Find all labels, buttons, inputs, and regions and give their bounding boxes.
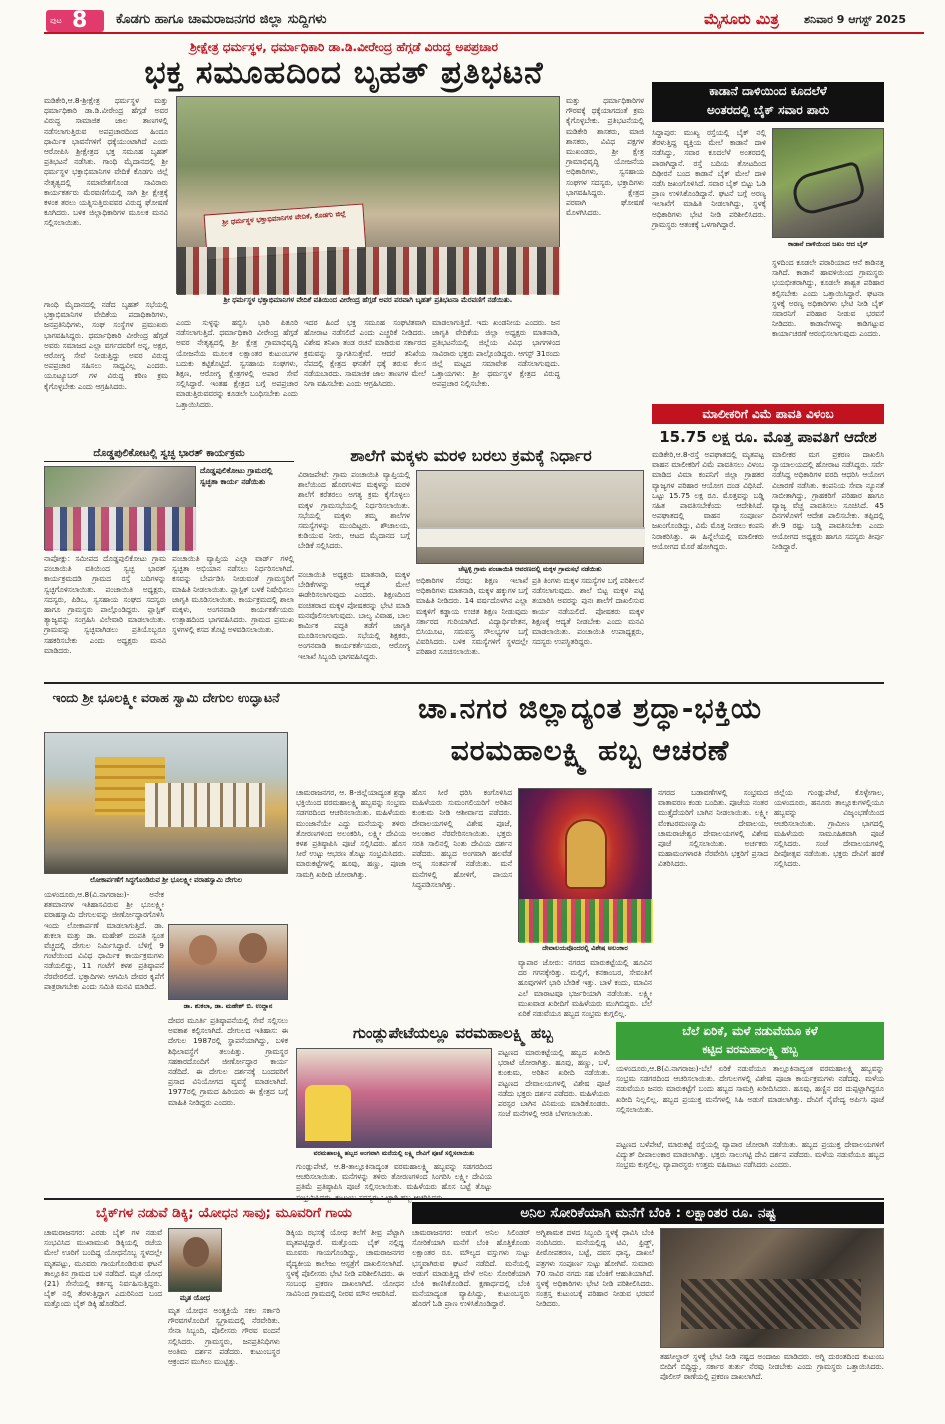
accident-story: [44, 1202, 404, 1412]
donors-photo: [168, 924, 288, 1000]
swachh-headline-bar: [44, 446, 294, 462]
price-headline-box: [616, 1022, 884, 1060]
donors-caption: ಡಾ. ಶುಕಲಾ, ಡಾ. ಮಹೇಶ್ ಬಿ. ಉದ್ದಾನ: [183, 1002, 273, 1010]
temple-hall: [145, 783, 265, 827]
accident-headline: ಬೈಕ್‌ಗಳ ನಡುವೆ ಡಿಕ್ಕಿ; ಯೋಧನ ಸಾವು; ಮೂವರಿಗೆ ಗಾಯ: [96, 1205, 352, 1221]
swachh-photo: [44, 466, 196, 550]
elephant-headline-1: ಕಾಡಾನೆ ದಾಳಿಯಿಂದ ಕೂದಲೆಳೆ: [709, 84, 827, 98]
insurance-col-2: ಮಾಲೀಕರ ಮಗ ಪ್ರಕರಣ ದಾಖಲಿಸಿ ನ್ಯಾಯಾಲಯದಲ್ಲಿ ಹೋರಾಟ ನಡೆಸಿದ್ದರು. ಸರ್ವೆ ನಡೆಸಿದ್ದ ಅಧಿಕಾರಿಗಳ ವರದಿ ಆಧರಿಸಿ ಆಯೋಗ ವಿಚಾರಣೆ ನಡೆಸಿತು. ಕಂಪನಿಯ ಸೇವಾ ನ್ಯೂನತೆ ಸಾಬೀತಾಗಿದ್ದು, ಗ್ರಾಹಕರಿಗೆ ಪರಿಹಾರ ಹಾಗೂ ವ್ಯಾಜ್ಯ ವೆಚ್ಚ ಪಾವತಿಸಲು ಸೂಚಿಸಿದೆ. 45 ದಿನಗಳೊಳಗೆ ಆದೇಶ ಪಾಲಿಸಬೇಕು. ತಪ್ಪಿದಲ್ಲಿ ಶೇ.9 ರಷ್ಟು ಬಡ್ಡಿ ಪಾವತಿಸಬೇಕು ಎಂದು ಆಯೋಗದ ಅಧ್ಯಕ್ಷರು ಹಾಗೂ ಸದಸ್ಯರು ತೀರ್ಪು ನೀಡಿದ್ದಾರೆ.: [772, 450, 884, 551]
vml-headline-1: ಚಾ.ನಗರ ಜಿಲ್ಲಾದ್ಯಂತ ಶ್ರದ್ಧಾ-ಭಕ್ತಿಯ: [417, 692, 763, 725]
vml-col-2: ಹೊಸ ಸೀರೆ ಧರಿಸಿ ಕಂಗೊಳಿಸಿದ ಮಹಿಳೆಯರು ಸುಮಂಗಲಿಯರಿಗೆ ಅರಿಶಿನ ಕುಂಕುಮ ನೀಡಿ ಆಶೀರ್ವಾದ ಪಡೆದರು. ದೇವಾಲಯಗಳಲ್ಲಿ ವಿಶೇಷ ಪೂಜೆ, ಅಲಂಕಾರ ನೆರವೇರಿಸಲಾಯಿತು. ಭಕ್ತರು ಸರತಿ ಸಾಲಿನಲ್ಲಿ ನಿಂತು ದೇವಿಯ ದರ್ಶನ ಪಡೆದರು. ಹಬ್ಬದ ಅಂಗವಾಗಿ ಹಲವೆಡೆ ಅನ್ನ ಸಂತರ್ಪಣೆ ನಡೆಯಿತು. ಮನೆ ಮನೆಗಳಲ್ಲಿ ಹೋಳಿಗೆ, ಪಾಯಸ ಸಿದ್ಧಪಡಿಸಲಾಗಿತ್ತು.: [412, 788, 512, 889]
elephant-photo-caption: ಕಾಡಾನೆ ದಾಳಿಯಿಂದ ಜಖಂ ಆದ ಬೈಕ್: [788, 240, 868, 248]
bike-wreck-shape: [789, 161, 867, 218]
gas-col-3: ತಹಸೀಲ್ದಾರ್ ಸ್ಥಳಕ್ಕೆ ಭೇಟಿ ನೀಡಿ ನಷ್ಟದ ಅಂದಾಜು ಮಾಡಿದರು. ಅಗ್ನಿ ದುರಂತದಿಂದ ಕುಟುಂಬ ಬೀದಿಗೆ ಬಿದ್ದಿದ್ದು, ಸರ್ಕಾರ ತುರ್ತು ನೆರವು ನೀಡಬೇಕು ಎಂದು ಗ್ರಾಮಸ್ಥರು ಒತ್ತಾಯಿಸಿದರು. ಪೊಲೀಸ್ ಠಾಣೆಯಲ್ಲಿ ಪ್ರಕರಣ ದಾಖಲಾಗಿದೆ.: [660, 1352, 884, 1382]
price-headline-2: ಕಟ್ಟಿದ ವರಮಹಾಲಕ್ಷ್ಮಿ ಹಬ್ಬ: [702, 1043, 798, 1056]
insurance-col-1: ಮಡಿಕೇರಿ,ಆ.8-ರಸ್ತೆ ಅಪಘಾತದಲ್ಲಿ ಮೃತಪಟ್ಟ ವಾಹನ ಮಾಲೀಕರಿಗೆ ವಿಮೆ ಪಾವತಿಸಲು ವಿಳಂಬ ಮಾಡಿದ ವಿಮಾ ಕಂಪನಿಗೆ ಜಿಲ್ಲಾ ಗ್ರಾಹಕರ ವ್ಯಾಜ್ಯಗಳ ಪರಿಹಾರ ಆಯೋಗ ದಂಡ ವಿಧಿಸಿದೆ. ಒಟ್ಟು 15.75 ಲಕ್ಷ ರೂ. ಮೊತ್ತವನ್ನು ಬಡ್ಡಿ ಸಹಿತ ಪಾವತಿಸಬೇಕೆಂದು ಆದೇಶಿಸಿದೆ. ಅಪಘಾತದಲ್ಲಿ ವಾಹನ ಸಂಪೂರ್ಣ ಜಖಂಗೊಂಡಿದ್ದು, ವಿಮೆ ಮೊತ್ತ ನೀಡಲು ಕಂಪನಿ ನಿರಾಕರಿಸಿತ್ತು. ಈ ಹಿನ್ನೆಲೆಯಲ್ಲಿ ಮಾಲೀಕರು ಆಯೋಗದ ಮೊರೆ ಹೋಗಿದ್ದರು.: [652, 450, 764, 551]
lead-story: [44, 38, 644, 444]
insurance-headline-bar: [652, 404, 884, 424]
flower-garland: [519, 899, 653, 943]
gas-col-2: ಅಗ್ನಿಶಾಮಕ ದಳದ ಸಿಬ್ಬಂದಿ ಸ್ಥಳಕ್ಕೆ ಧಾವಿಸಿ ಬೆಂಕಿ ನಂದಿಸಿದರು. ಮನೆಯಲ್ಲಿದ್ದ ಟಿವಿ, ಫ್ರಿಡ್ಜ್, ಪೀಠೋಪಕರಣ, ಬಟ್ಟೆ, ದವಸ ಧಾನ್ಯ, ದಾಖಲೆ ಪತ್ರಗಳು ಸಂಪೂರ್ಣ ಸುಟ್ಟು ಹೋಗಿವೆ. ಸುಮಾರು 70 ಸಾವಿರ ನಗದು ಸಹ ಬೆಂಕಿಗೆ ಆಹುತಿಯಾಗಿದೆ. ಸ್ಥಳಕ್ಕೆ ಅಧಿಕಾರಿಗಳು ಭೇಟಿ ನೀಡಿ ಪರಿಶೀಲಿಸಿದರು. ಸಂತ್ರಸ್ತ ಕುಟುಂಬಕ್ಕೆ ಪರಿಹಾರ ನೀಡುವ ಭರವಸೆ ನೀಡಿದರು.: [536, 1228, 654, 1309]
temple-photo-caption: ಲೋಕಾರ್ಪಣೆಗೆ ಸಿದ್ಧಗೊಂಡಿರುವ ಶ್ರೀ ಭೂಲಕ್ಷ್ಮೀ ವರಾಹಸ್ವಾಮಿ ದೇಗುಲ: [89, 876, 243, 884]
gundlupet-caption: ವರಮಹಾಲಕ್ಷ್ಮಿ ಹಬ್ಬದ ಅಂಗವಾಗಿ ಮನೆಯಲ್ಲಿ ಲಕ್ಷ್ಮಿ ದೇವಿಗೆ ಪೂಜೆ ಸಲ್ಲಿಸಲಾಯಿತು: [313, 1150, 475, 1157]
donor-face-1: [189, 935, 217, 965]
elephant-col-1: ಸಿದ್ದಾಪುರ: ಮುಖ್ಯ ರಸ್ತೆಯಲ್ಲಿ ಬೈಕ್ ನಲ್ಲಿ ತೆರಳುತ್ತಿದ್ದ ವ್ಯಕ್ತಿಯ ಮೇಲೆ ಕಾಡಾನೆ ದಾಳಿ ನಡೆಸಿದ್ದು, ಸವಾರ ಕೂದಲೆಳೆ ಅಂತರದಲ್ಲಿ ಪಾರಾಗಿದ್ದಾನೆ. ರಸ್ತೆ ಬದಿಯ ತೋಟದಿಂದ ದಿಢೀರನೆ ಬಂದ ಕಾಡಾನೆ ಬೈಕ್ ಮೇಲೆ ದಾಳಿ ನಡೆಸಿ ಜಖಂಗೊಳಿಸಿದೆ. ಸವಾರ ಬೈಕ್ ಬಿಟ್ಟು ಓಡಿ ಪ್ರಾಣ ಉಳಿಸಿಕೊಂಡಿದ್ದಾನೆ. ಘಟನೆ ಬಗ್ಗೆ ಅರಣ್ಯ ಇಲಾಖೆಗೆ ಮಾಹಿತಿ ನೀಡಲಾಗಿದ್ದು, ಸ್ಥಳಕ್ಕೆ ಅಧಿಕಾರಿಗಳು ಭೇಟಿ ನೀಡಿ ಪರಿಶೀಲಿಸಿದರು. ಗ್ರಾಮಸ್ಥರು ಆತಂಕಕ್ಕೆ ಒಳಗಾಗಿದ್ದಾರೆ.: [652, 128, 766, 229]
wrecked-bike-photo: [772, 128, 884, 238]
swachh-caption: ದೊಡ್ಡಪುಲಿಕೋಟು ಗ್ರಾಮದಲ್ಲಿ ಸ್ವಚ್ಛತಾ ಕಾರ್ಯ ನಡೆಯಿತು: [200, 466, 273, 486]
lead-col-2: ಗಾಂಧಿ ಮೈದಾನದಲ್ಲಿ ನಡೆದ ಬೃಹತ್ ಸಭೆಯಲ್ಲಿ ಭಕ್ತಾಭಿಮಾನಿಗಳ ವೇದಿಕೆಯ ಪದಾಧಿಕಾರಿಗಳು, ಜನಪ್ರತಿನಿಧಿಗಳು, ಸಂಘ ಸಂಸ್ಥೆಗಳ ಪ್ರಮುಖರು ಭಾಗವಹಿಸಿದ್ದರು. ಧರ್ಮಾಧಿಕಾರಿ ವೀರೇಂದ್ರ ಹೆಗ್ಗಡೆ ಅವರು ಸಮಾಜದ ಎಲ್ಲಾ ವರ್ಗದವರಿಗೆ ಅನ್ನ, ಅಕ್ಷರ, ಆರೋಗ್ಯ ಸೇವೆ ನೀಡುತ್ತಿದ್ದು ಅವರ ವಿರುದ್ಧ ಅಪಪ್ರಚಾರ ಸಹಿಸಲು ಸಾಧ್ಯವಿಲ್ಲ ಎಂದರು. ಯೂಟ್ಯೂಬರ್ ಗಳ ವಿರುದ್ಧ ಕಠಿಣ ಕ್ರಮ ಕೈಗೊಳ್ಳಬೇಕು ಎಂದು ಆಗ್ರಹಿಸಿದರು.: [44, 300, 168, 391]
gundlupet-col-2: ಪಟ್ಟಣದ ಮಾರುಕಟ್ಟೆಯಲ್ಲಿ ಹಬ್ಬದ ಖರೀದಿ ಭರಾಟೆ ಜೋರಾಗಿತ್ತು. ಹೂವು, ಹಣ್ಣು, ಬಳೆ, ಕುಂಕುಮ, ಅರಿಶಿನ ಖರೀದಿ ನಡೆಯಿತು. ಪಟ್ಟಣದ ದೇವಾಲಯಗಳಲ್ಲಿ ವಿಶೇಷ ಪೂಜೆ ನಡೆದು ಭಕ್ತರು ದರ್ಶನ ಪಡೆದರು. ಮಹಿಳೆಯರು ಪರಸ್ಪರ ಬಾಗಿನ ವಿನಿಮಯ ಮಾಡಿಕೊಂಡರು. ಸಂಜೆ ಮನೆಗಳಲ್ಲಿ ಆರತಿ ಬೆಳಗಲಾಯಿತು.: [498, 1048, 610, 1119]
school-col-2: ಪಂಚಾಯಿತಿ ಅಧ್ಯಕ್ಷರು ಮಾತನಾಡಿ, ಮಕ್ಕಳ ಬೇಡಿಕೆಗಳನ್ನು ಆದ್ಯತೆ ಮೇಲೆ ಈಡೇರಿಸಲಾಗುವುದು ಎಂದರು. ಶಿಕ್ಷಣದಿಂದ ವಂಚಿತರಾದ ಮಕ್ಕಳ ಪೋಷಕರನ್ನು ಭೇಟಿ ಮಾಡಿ ಮನವೊಲಿಸಲಾಗುವುದು. ಬಾಲ್ಯ ವಿವಾಹ, ಬಾಲ ಕಾರ್ಮಿಕ ಪದ್ಧತಿ ತಡೆಗೆ ಜಾಗೃತಿ ಮೂಡಿಸಲಾಗುವುದು. ಸಭೆಯಲ್ಲಿ ಶಿಕ್ಷಕರು, ಅಂಗನವಾಡಿ ಕಾರ್ಯಕರ್ತೆಯರು, ಆರೋಗ್ಯ ಇಲಾಖೆ ಸಿಬ್ಬಂದಿ ಭಾಗವಹಿಸಿದ್ದರು.: [298, 570, 410, 661]
burnt-house-photo: [660, 1228, 884, 1348]
divider-bottom: [44, 1198, 884, 1200]
insurance-headline: ಮಾಲೀಕರಿಗೆ ವಿಮೆ ಪಾವತಿ ವಿಳಂಬ: [702, 407, 834, 421]
price-headline-1: ಬೆಲೆ ಏರಿಕೆ, ಮಳೆ ನಡುವೆಯೂ ಕಳೆ: [682, 1024, 818, 1038]
vml-col-4: ನಗರದ ಬಡಾವಣೆಗಳಲ್ಲಿ ಸಂಭ್ರಮದ ವಾತಾವರಣ ಕಂಡು ಬಂದಿತು. ಪೂಜೆಯ ನಂತರ ಮುತ್ತೈದೆಯರಿಗೆ ಬಾಗಿನ ನೀಡಲಾಯಿತು. ಲಕ್ಷ್ಮೀ ವೆಂಕಟರಮಣಸ್ವಾಮಿ ದೇವಾಲಯ, ಚಾಮರಾಜೇಶ್ವರ ದೇವಾಲಯಗಳಲ್ಲಿ ವಿಶೇಷ ಪೂಜೆ ಸಲ್ಲಿಸಲಾಯಿತು. ಅರ್ಚಕರು ಮಹಾಮಂಗಳಾರತಿ ನೆರವೇರಿಸಿ ಭಕ್ತರಿಗೆ ಪ್ರಸಾದ ವಿತರಿಸಿದರು.: [658, 788, 768, 869]
lead-kicker: ಶ್ರೀಕ್ಷೇತ್ರ ಧರ್ಮಸ್ಥಳ, ಧರ್ಮಾಧಿಕಾರಿ ಡಾ.ಡಿ.ವೀರೇಂದ್ರ ಹೆಗ್ಗಡೆ ವಿರುದ್ಧ ಅಪಪ್ರಚಾರ: [189, 40, 499, 54]
swachh-headline: ದೊಡ್ಡಪುಲಿಕೋಟಲ್ಲಿ ಸ್ವಚ್ಛ ಭಾರತ್ ಕಾರ್ಯಕ್ರಮ: [93, 448, 245, 459]
lead-photo: [176, 96, 560, 294]
varamahalakshmi-story: [296, 688, 884, 1020]
temple-story: [44, 688, 288, 1194]
goddess-idol: [565, 819, 607, 889]
vml-col-5: ಜಿಲ್ಲೆಯ ಗುಂಡ್ಲುಪೇಟೆ, ಕೊಳ್ಳೇಗಾಲ, ಯಳಂದೂರು, ಹನೂರು ತಾಲ್ಲೂಕುಗಳಲ್ಲಿಯೂ ಹಬ್ಬವನ್ನು ವಿಜೃಂಭಣೆಯಿಂದ ಆಚರಿಸಲಾಯಿತು. ಗ್ರಾಮೀಣ ಭಾಗದಲ್ಲಿ ಮಹಿಳೆಯರು ಸಾಮೂಹಿಕವಾಗಿ ಪೂಜೆ ಸಲ್ಲಿಸಿದರು. ಸಂಜೆ ದೇವಾಲಯಗಳಲ್ಲಿ ದೀಪೋತ್ಸವ ನಡೆಯಿತು. ಭಕ್ತರು ದೇವಿಗೆ ಹರಕೆ ಸಲ್ಲಿಸಿದರು.: [774, 788, 884, 869]
goddess-photo: [518, 788, 652, 942]
meeting-table: [417, 527, 645, 547]
school-headline: ಶಾಲೆಗೆ ಮಕ್ಕಳು ಮರಳಿ ಬರಲು ಕ್ರಮಕ್ಕೆ ನಿರ್ಧಾರ: [350, 446, 592, 465]
page-number: 8: [72, 8, 88, 33]
lead-col-3: ಎಂದು ಸುಳ್ಳನ್ನು ಹಬ್ಬಿಸಿ ಭಾರಿ ಪಿತೂರಿ ನಡೆಸಲಾಗುತ್ತಿದೆ. ಧರ್ಮಾಧಿಕಾರಿ ವೀರೇಂದ್ರ ಹೆಗ್ಗಡೆ ಅವರ ನೇತೃತ್ವದಲ್ಲಿ ಶ್ರೀ ಕ್ಷೇತ್ರ ಗ್ರಾಮಾಭಿವೃದ್ಧಿ ಯೋಜನೆಯ ಮೂಲಕ ಲಕ್ಷಾಂತರ ಕುಟುಂಬಗಳ ಬದುಕು ಕಟ್ಟಿಕೊಟ್ಟಿದೆ. ಸ್ವಸಹಾಯ ಸಂಘಗಳು, ಶಿಕ್ಷಣ, ಆರೋಗ್ಯ ಕ್ಷೇತ್ರಗಳಲ್ಲಿ ಅಪಾರ ಸೇವೆ ಸಲ್ಲಿಸಿದ್ದಾರೆ. ಇಂತಹ ಕ್ಷೇತ್ರದ ಬಗ್ಗೆ ಅಪಪ್ರಚಾರ ಮಾಡುತ್ತಿರುವವರನ್ನು ಕೂಡಲೇ ಬಂಧಿಸಬೇಕು ಎಂದು ಒತ್ತಾಯಿಸಿದರು.: [176, 318, 298, 409]
lead-photo-caption: ಶ್ರೀ ಧರ್ಮಸ್ಥಳ ಭಕ್ತಾಭಿಮಾನಿಗಳ ವೇದಿಕೆ ವತಿಯಿಂದ ವೀರೇಂದ್ರ ಹೆಗ್ಗಡೆ ಅವರ ಪರವಾಗಿ ಬೃಹತ್ ಪ್ರತಿಭಟನಾ ಮೆರವಣಿಗೆ ನಡೆಯಿತು.: [223, 296, 513, 304]
price-col-2: ಪಟ್ಟಣದ ಬಳೆಪೇಟೆ, ಮಾರುಕಟ್ಟೆ ರಸ್ತೆಯಲ್ಲಿ ವ್ಯಾಪಾರ ಜೋರಾಗಿ ನಡೆಯಿತು. ಹಬ್ಬದ ಪ್ರಯುಕ್ತ ದೇವಾಲಯಗಳಿಗೆ ವಿದ್ಯುತ್ ದೀಪಾಲಂಕಾರ ಮಾಡಲಾಗಿತ್ತು. ಭಕ್ತರು ಸಾಲುಗಟ್ಟಿ ದೇವಿ ದರ್ಶನ ಪಡೆದರು. ಮಳೆಯ ನಡುವೆಯೂ ಹಬ್ಬದ ಸಂಭ್ರಮ ಕುಗ್ಗಲಿಲ್ಲ. ವ್ಯಾಪಾರಸ್ಥರು ಉತ್ತಮ ವಹಿವಾಟು ನಡೆಸಿದರು ಎಂದರು.: [616, 1140, 884, 1170]
accident-col-3: ಮೃತ ಯೋಧನ ಅಂತ್ಯಕ್ರಿಯೆ ಸಕಲ ಸರ್ಕಾರಿ ಗೌರವಗಳೊಂದಿಗೆ ಸ್ವಗ್ರಾಮದಲ್ಲಿ ನೆರವೇರಿತು. ಸೇನಾ ಸಿಬ್ಬಂದಿ, ಪೊಲೀಸರು ಗೌರವ ವಂದನೆ ಸಲ್ಲಿಸಿದರು. ಗ್ರಾಮಸ್ಥರು, ಜನಪ್ರತಿನಿಧಿಗಳು ಅಂತಿಮ ದರ್ಶನ ಪಡೆದರು. ಕುಟುಂಬಸ್ಥರ ಆಕ್ರಂದನ ಮುಗಿಲು ಮುಟ್ಟಿತ್ತು.: [168, 1306, 280, 1367]
insurance-subhead: 15.75 ಲಕ್ಷ ರೂ. ಮೊತ್ತ ಪಾವತಿಗೆ ಆದೇಶ: [659, 428, 877, 446]
soldier-face: [183, 1237, 209, 1267]
school-col-4: ಪ್ರತಿ ತಿಂಗಳು ಮಕ್ಕಳ ಸಮಸ್ಯೆಗಳ ಬಗ್ಗೆ ಪರಿಶೀಲನೆ ನಡೆಸಲಾಗುವುದು. ಶಾಲೆ ಬಿಟ್ಟ ಮಕ್ಕಳ ಪಟ್ಟಿ ತಯಾರಿಸಿ ಅವರನ್ನು ಪುನಃ ಶಾಲೆಗೆ ದಾಖಲಿಸುವ ಕಾರ್ಯ ನಡೆಯಲಿದೆ. ಪೋಷಕರು ಮಕ್ಕಳ ಶಿಕ್ಷಣಕ್ಕೆ ಆದ್ಯತೆ ನೀಡಬೇಕು ಎಂದು ಮನವಿ ಮಾಡಲಾಯಿತು. ಪಂಚಾಯಿತಿ ಉಪಾಧ್ಯಕ್ಷರು, ಸದಸ್ಯರು ಉಪಸ್ಥಿತರಿದ್ದರು.: [532, 576, 644, 647]
donor-face-2: [239, 933, 267, 963]
lead-col-4: ಇದರ ಹಿಂದೆ ಭಕ್ತ ಸಮೂಹ ಸಂಘಟಿತವಾಗಿ ಹೋರಾಟ ನಡೆಸಲಿದೆ ಎಂದು ಎಚ್ಚರಿಕೆ ನೀಡಿದರು. ವಿಶೇಷ ತನಿಖಾ ತಂಡ ರಚನೆ ಮಾಡಿರುವ ಸರ್ಕಾರದ ಕ್ರಮವನ್ನು ಸ್ವಾಗತಿಸುತ್ತೇವೆ. ಆದರೆ ತನಿಖೆಯ ನೆಪದಲ್ಲಿ ಕ್ಷೇತ್ರದ ಘನತೆಗೆ ಧಕ್ಕೆ ತರುವ ಕೆಲಸ ನಡೆಯಬಾರದು. ಸಾಮಾಜಿಕ ಜಾಲ ತಾಣಗಳ ಮೇಲೆ ನಿಗಾ ವಹಿಸಬೇಕು ಎಂದು ಆಗ್ರಹಿಸಿದರು.: [304, 318, 426, 389]
goddess-caption: ದೇವಾಲಯವೊಂದರಲ್ಲಿ ವಿಶೇಷ ಅಲಂಕಾರ: [542, 944, 628, 952]
school-photo-caption: ಚೆಟ್ಟಳ್ಳಿ ಗ್ರಾಮ ಪಂಚಾಯಿತಿ ಆವರಣದಲ್ಲಿ ಮಕ್ಕಳ ಗ್ರಾಮಸಭೆ ನಡೆಯಿತು: [458, 565, 602, 573]
insurance-story: [652, 404, 884, 680]
school-story: [298, 446, 644, 678]
elephant-story: [652, 82, 884, 402]
masthead: [44, 8, 924, 34]
debris: [681, 1279, 861, 1329]
school-col-3: ಅಧಿಕಾರಿಗಳ ನೆರವು: ಶಿಕ್ಷಣ ಇಲಾಖೆ ಅಧಿಕಾರಿಗಳು ಮಾತನಾಡಿ, ಮಕ್ಕಳ ಹಕ್ಕುಗಳ ಬಗ್ಗೆ ಮಾಹಿತಿ ನೀಡಿದರು. 14 ವರ್ಷದೊಳಗಿನ ಎಲ್ಲಾ ಮಕ್ಕಳಿಗೆ ಕಡ್ಡಾಯ ಉಚಿತ ಶಿಕ್ಷಣ ನೀಡುವುದು ಸರ್ಕಾರದ ಗುರಿಯಾಗಿದೆ. ವಿದ್ಯಾರ್ಥಿವೇತನ, ಬಿಸಿಯೂಟ, ಸಮವಸ್ತ್ರ ಸೌಲಭ್ಯಗಳ ಬಗ್ಗೆ ವಿವರಿಸಿದರು. ಬಳಿಕ ಸಮಸ್ಯೆಗಳಿಗೆ ಸ್ಥಳದಲ್ಲೇ ಪರಿಹಾರ ಸೂಚಿಸಲಾಯಿತು.: [416, 576, 528, 657]
gundlupet-photo: [296, 1048, 492, 1148]
elephant-col-2: ಸ್ಥಳದಿಂದ ಕೂಡಲೇ ಪರಾರಿಯಾದ ಆನೆ ಕಾಡಿನತ್ತ ಸಾಗಿದೆ. ಕಾಡಾನೆ ಹಾವಳಿಯಿಂದ ಗ್ರಾಮಸ್ಥರು ಭಯಭೀತರಾಗಿದ್ದು, ಕೂಡಲೇ ಶಾಶ್ವತ ಪರಿಹಾರ ಕಲ್ಪಿಸಬೇಕು ಎಂದು ಒತ್ತಾಯಿಸಿದ್ದಾರೆ. ಘಟನಾ ಸ್ಥಳಕ್ಕೆ ಅರಣ್ಯ ಅಧಿಕಾರಿಗಳು ಭೇಟಿ ನೀಡಿ ಬೈಕ್ ಸವಾರನಿಗೆ ಪರಿಹಾರ ನೀಡುವ ಭರವಸೆ ನೀಡಿದರು. ಕಾಡಾನೆಗಳನ್ನು ಕಾಡಿಗಟ್ಟುವ ಕಾರ್ಯಾಚರಣೆ ಆರಂಭಿಸಲಾಗುವುದು ಎಂದರು.: [772, 258, 884, 339]
paper-name: ಮೈಸೂರು ಮಿತ್ರ: [704, 10, 779, 28]
lead-col-5: ಮಾಡಲಾಗುತ್ತಿದೆ. ಇದು ಖಂಡನೀಯ ಎಂದರು. ಜನ ಜಾಗೃತಿ ವೇದಿಕೆಯ ಜಿಲ್ಲಾ ಅಧ್ಯಕ್ಷರು ಮಾತನಾಡಿ, ಪ್ರತಿಭಟನೆಯಲ್ಲಿ ಜಿಲ್ಲೆಯ ವಿವಿಧ ಭಾಗಗಳಿಂದ ಸಾವಿರಾರು ಭಕ್ತರು ಪಾಲ್ಗೊಂಡಿದ್ದರು. ಆಗಸ್ಟ್ 31ರಂದು ಜಿಲ್ಲೆ ಮಟ್ಟದ ಸಮಾವೇಶ ನಡೆಸಲಾಗುವುದು. ಒತ್ತಾಯಗಳು: ಶ್ರೀ ಧರ್ಮಸ್ಥಳ ಕ್ಷೇತ್ರದ ವಿರುದ್ಧ ಅಪಪ್ರಚಾರ ನಿಲ್ಲಿಸಬೇಕು.: [432, 318, 560, 389]
gundlupet-col-1: ಗುಂಡ್ಲುಪೇಟೆ, ಆ.8-ತಾಲ್ಲೂಕಿನಾದ್ಯಂತ ವರಮಹಾಲಕ್ಷ್ಮಿ ಹಬ್ಬವನ್ನು ಸಡಗರದಿಂದ ಆಚರಿಸಲಾಯಿತು. ಮನೆಗಳನ್ನು ತಳಿರು ತೋರಣಗಳಿಂದ ಸಿಂಗರಿಸಿ ಲಕ್ಷ್ಮೀ ದೇವಿಯ ಪ್ರತಿಮೆ ಪ್ರತಿಷ್ಠಾಪಿಸಿ ಪೂಜೆ ಸಲ್ಲಿಸಲಾಯಿತು. ಮಹಿಳೆಯರು ಹೊಸ ಬಟ್ಟೆ ತೊಟ್ಟು: [296, 1162, 492, 1192]
school-photo: [416, 470, 644, 564]
gundlupet-story: [296, 1022, 610, 1194]
temple-photo: [44, 732, 288, 874]
price-story: [616, 1022, 884, 1194]
page-number-badge: [46, 10, 104, 32]
temple-headline: ಇಂದು ಶ್ರೀ ಭೂಲಕ್ಷ್ಮೀ ವರಾಹ ಸ್ವಾಮಿ ದೇಗುಲ ಉದ್ಘಾಟನೆ: [52, 690, 280, 705]
page-label: ಪುಟ: [50, 16, 62, 25]
vml-col-3: ವ್ಯಾಪಾರ ಜೋರು: ನಗರದ ಮಾರುಕಟ್ಟೆಯಲ್ಲಿ ಹೂವಿನ ದರ ಗಗನಕ್ಕೇರಿತ್ತು. ಮಲ್ಲಿಗೆ, ಕನಕಾಂಬರ, ಸೇವಂತಿಗೆ ಹೂವುಗಳಿಗೆ ಭಾರಿ ಬೇಡಿಕೆ ಇತ್ತು. ಬಾಳೆ ಕಂದು, ಮಾವಿನ ಎಲೆ ಮಾರಾಟವೂ ಭರ್ಜರಿಯಾಗಿ ನಡೆಯಿತು. ಲಕ್ಷ್ಮೀ ಮುಖವಾಡ ಖರೀದಿಗೆ ಮಹಿಳೆಯರು ಮುಗಿಬಿದ್ದರು. ಬೆಲೆ ಏರಿಕೆ ನಡುವೆಯೂ ಹಬ್ಬದ ಸಂಭ್ರಮ ಕುಗ್ಗಲಿಲ್ಲ.: [518, 958, 652, 1019]
issue-date: ಶನಿವಾರ 9 ಆಗಸ್ಟ್ 2025: [804, 13, 907, 26]
elephant-headline-2: ಅಂತರದಲ್ಲಿ ಬೈಕ್ ಸವಾರ ಪಾರು: [706, 103, 830, 117]
vml-col-1: ಚಾಮರಾಜನಗರ, ಆ. 8-ಜಿಲ್ಲೆಯಾದ್ಯಂತ ಶ್ರದ್ಧಾ ಭಕ್ತಿಯಿಂದ ವರಮಹಾಲಕ್ಷ್ಮಿ ಹಬ್ಬವನ್ನು ಸಂಭ್ರಮ ಸಡಗರದಿಂದ ಆಚರಿಸಲಾಯಿತು. ಮಹಿಳೆಯರು ಮುಂಜಾನೆಯೇ ಎದ್ದು ಮನೆಯನ್ನು ತಳಿರು ತೋರಣಗಳಿಂದ ಅಲಂಕರಿಸಿ, ಲಕ್ಷ್ಮೀ ದೇವಿಯ ಕಳಶ ಪ್ರತಿಷ್ಠಾಪಿಸಿ ಪೂಜೆ ಸಲ್ಲಿಸಿದರು. ಹೊಸ ಸೀರೆ ಉಟ್ಟು ಆಭರಣ ತೊಟ್ಟು ಸಂಭ್ರಮಿಸಿದರು. ಮಾರುಕಟ್ಟೆಗಳಲ್ಲಿ ಹೂವು, ಹಣ್ಣು, ಪೂಜಾ ಸಾಮಗ್ರಿ ಖರೀದಿ ಜೋರಾಗಿತ್ತು.: [296, 788, 406, 879]
crowd: [177, 247, 561, 295]
temple-col-2: ದೇವರ ಮೂರ್ತಿ ಪ್ರತಿಷ್ಠಾಪನೆಯಲ್ಲಿ ಸೇವೆ ಸಲ್ಲಿಸಲು ಅವಕಾಶ ಕಲ್ಪಿಸಲಾಗಿದೆ. ದೇಗುಲದ ಇತಿಹಾಸ: ಈ ದೇಗುಲ 1987ರಲ್ಲಿ ಸ್ಥಾಪನೆಯಾಗಿದ್ದು, ಬಳಿಕ ಶಿಥಿಲಾವಸ್ಥೆಗೆ ತಲುಪಿತ್ತು. ಗ್ರಾಮಸ್ಥರ ಸಹಕಾರದೊಂದಿಗೆ ಜೀರ್ಣೋದ್ಧಾರ ಕಾರ್ಯ ನಡೆದಿದೆ. ಈ ದೇಗುಲ ದರ್ಶನಕ್ಕೆ ಬಂದವರಿಗೆ ಪ್ರಸಾದ ವಿನಿಯೋಗದ ವ್ಯವಸ್ಥೆ ಮಾಡಲಾಗಿದೆ. 1977ರಲ್ಲಿ ಗ್ರಾಮದ ಹಿರಿಯರು ಈ ಕ್ಷೇತ್ರದ ಬಗ್ಗೆ ಮಾಹಿತಿ ನೀಡಿದ್ದರು ಎಂದರು.: [168, 1016, 288, 1107]
gas-headline: ಅನಿಲ ಸೋರಿಕೆಯಾಗಿ ಮನೆಗೆ ಬೆಂಕಿ : ಲಕ್ಷಾಂತರ ರೂ. ನಷ್ಟ: [520, 1205, 776, 1221]
school-col-1: ವಿರಾಜಪೇಟೆ: ಗ್ರಾಮ ಪಂಚಾಯಿತಿ ವ್ಯಾಪ್ತಿಯಲ್ಲಿ ಶಾಲೆಯಿಂದ ಹೊರಗುಳಿದ ಮಕ್ಕಳನ್ನು ಮರಳಿ ಶಾಲೆಗೆ ಕರೆತರಲು ಅಗತ್ಯ ಕ್ರಮ ಕೈಗೊಳ್ಳಲು ಮಕ್ಕಳ ಗ್ರಾಮಸಭೆಯಲ್ಲಿ ನಿರ್ಧರಿಸಲಾಯಿತು. ಸಭೆಯಲ್ಲಿ ಮಕ್ಕಳು ತಮ್ಮ ಶಾಲೆಗಳ ಸಮಸ್ಯೆಗಳನ್ನು ಮುಂದಿಟ್ಟರು. ಶೌಚಾಲಯ, ಕುಡಿಯುವ ನೀರು, ಆಟದ ಮೈದಾನದ ಬಗ್ಗೆ ಬೇಡಿಕೆ ಸಲ್ಲಿಸಿದರು.: [298, 470, 410, 551]
swachh-story: [44, 446, 294, 678]
gundlupet-headline: ಗುಂಡ್ಲುಪೇಟೆಯಲ್ಲೂ ವರಮಹಾಲಕ್ಷ್ಮಿ ಹಬ್ಬ: [353, 1024, 553, 1042]
banner-text: ಶ್ರೀ ಧರ್ಮಸ್ಥಳ ಭಕ್ತಾಭಿಮಾನಿಗಳ ವೇದಿಕೆ, ಕೊಡಗು ಜಿಲ್ಲೆ: [221, 209, 347, 227]
vml-headline-2: ವರಮಹಾಲಕ್ಷ್ಮಿ ಹಬ್ಬ ಆಚರಣೆ: [450, 734, 730, 767]
lead-col-1: ಮಡಿಕೇರಿ,ಆ.8-ಶ್ರೀಕ್ಷೇತ್ರ ಧರ್ಮಸ್ಥಳ ಮತ್ತು ಧರ್ಮಾಧಿಕಾರಿ ಡಾ.ಡಿ.ವೀರೇಂದ್ರ ಹೆಗ್ಗಡೆ ಅವರ ವಿರುದ್ಧ ಸಾಮಾಜಿಕ ಜಾಲ ತಾಣಗಳಲ್ಲಿ ನಡೆಸಲಾಗುತ್ತಿರುವ ಅಪಪ್ರಚಾರದಿಂದ ಹಿಂದೂ ಧಾರ್ಮಿಕ ಭಾವನೆಗಳಿಗೆ ಧಕ್ಕೆಯುಂಟಾಗಿದೆ ಎಂದು ಆರೋಪಿಸಿ ಶ್ರೀಕ್ಷೇತ್ರದ ಭಕ್ತ ಸಮೂಹ ಬೃಹತ್ ಪ್ರತಿಭಟನೆ ನಡೆಸಿತು. ಗಾಂಧಿ ಮೈದಾನದಲ್ಲಿ ಶ್ರೀ ಧರ್ಮಸ್ಥಳ ಭಕ್ತಾಭಿಮಾನಿಗಳ ವೇದಿಕೆ ಕೊಡಗು ಜಿಲ್ಲೆ ನೇತೃತ್ವದಲ್ಲಿ ಸಮಾವೇಶಗೊಂಡ ಸಾವಿರಾರು ಕಾರ್ಯಕರ್ತರು ಮೆರವಣಿಗೆಯಲ್ಲಿ ಸಾಗಿ ಶ್ರೀ ಕ್ಷೇತ್ರಕ್ಕೆ ಕಳಂಕ ತರಲು ಯತ್ನಿಸುತ್ತಿರುವವರ ವಿರುದ್ಧ ಘೋಷಣೆ ಕೂಗಿದರು. ಬಳಿಕ ಜಿಲ್ಲಾಧಿಕಾರಿಗಳ ಮೂಲಕ ಮನವಿ ಸಲ್ಲಿಸಲಾಯಿತು.: [44, 96, 168, 228]
soldier-caption: ಮೃತ ಯೋಧ: [179, 1294, 211, 1302]
accident-col-1: ಚಾಮರಾಜನಗರ: ಎರಡು ಬೈಕ್ ಗಳ ನಡುವೆ ಸಂಭವಿಸಿದ ಮುಖಾಮುಖಿ ಡಿಕ್ಕಿಯಲ್ಲಿ ರಜೆಯ ಮೇಲೆ ಊರಿಗೆ ಬಂದಿದ್ದ ಯೋಧನೊಬ್ಬ ಸ್ಥಳದಲ್ಲೇ ಮೃತಪಟ್ಟು, ಮೂವರು ಗಾಯಗೊಂಡಿರುವ ಘಟನೆ ತಾಲ್ಲೂಕಿನ ಗ್ರಾಮದ ಬಳಿ ನಡೆದಿದೆ. ಮೃತ ಯೋಧ (21) ಸೇನೆಯಲ್ಲಿ ಕರ್ತವ್ಯ ನಿರ್ವಹಿಸುತ್ತಿದ್ದರು. ಬೈಕ್ ನಲ್ಲಿ ತೆರಳುತ್ತಿದ್ದಾಗ ಎದುರಿನಿಂದ ಬಂದ ಮತ್ತೊಂದು ಬೈಕ್ ಡಿಕ್ಕಿ ಹೊಡೆದಿದೆ.: [44, 1228, 162, 1309]
gas-col-1: ಚಾಮರಾಜನಗರ: ಅಡುಗೆ ಅನಿಲ ಸಿಲಿಂಡರ್ ಸೋರಿಕೆಯಾಗಿ ಮನೆಗೆ ಬೆಂಕಿ ಹೊತ್ತಿಕೊಂಡು ಲಕ್ಷಾಂತರ ರೂ. ಮೌಲ್ಯದ ವಸ್ತುಗಳು ಸುಟ್ಟು ಭಸ್ಮವಾಗಿರುವ ಘಟನೆ ನಡೆದಿದೆ. ಮನೆಯಲ್ಲಿ ಅಡುಗೆ ಮಾಡುತ್ತಿದ್ದ ವೇಳೆ ಅನಿಲ ಸೋರಿಕೆಯಾಗಿ ಬೆಂಕಿ ಕಾಣಿಸಿಕೊಂಡಿದೆ. ಕ್ಷಣಾರ್ಧದಲ್ಲಿ ಬೆಂಕಿ ಮನೆಯಾದ್ಯಂತ ವ್ಯಾಪಿಸಿದ್ದು, ಕುಟುಂಬಸ್ಥರು ಹೊರಗೆ ಓಡಿ ಪ್ರಾಣ ಉಳಿಸಿಕೊಂಡಿದ್ದಾರೆ.: [412, 1228, 530, 1309]
temple-col-1: ಯಳಂದೂರು,ಆ.8(ವಿ.ನಾಗರಾಜು)- ಅನೇಕ ಶತಮಾನಗಳ ಇತಿಹಾಸವಿರುವ ಶ್ರೀ ಭೂಲಕ್ಷ್ಮೀ ವರಾಹಸ್ವಾಮಿ ದೇಗುಲವನ್ನು ಜೀರ್ಣೋದ್ಧಾರಗೊಳಿಸಿ ಇಂದು ಲೋಕಾರ್ಪಣೆ ಮಾಡಲಾಗುತ್ತಿದೆ. ಡಾ. ಶುಕಲಾ ಮತ್ತು ಡಾ. ಮಹೇಶ್ ದಂಪತಿ ಸ್ವಂತ ವೆಚ್ಚದಲ್ಲಿ ದೇಗುಲ ನಿರ್ಮಿಸಿದ್ದಾರೆ. ಬೆಳಿಗ್ಗೆ 9 ಗಂಟೆಯಿಂದ ವಿವಿಧ ಧಾರ್ಮಿಕ ಕಾರ್ಯಕ್ರಮಗಳು ನಡೆಯಲಿದ್ದು, 11 ಗಂಟೆಗೆ ಕಳಶ ಪ್ರತಿಷ್ಠಾಪನೆ ನೆರವೇರಲಿದೆ. ಭಕ್ತಾದಿಗಳು ಆಗಮಿಸಿ ದೇವರ ಕೃಪೆಗೆ ಪಾತ್ರರಾಗಬೇಕು ಎಂದು ಸಮಿತಿ ಮನವಿ ಮಾಡಿದೆ.: [44, 890, 164, 991]
swachh-col-1: ನಾಪೋಕ್ಲು: ಸಮೀಪದ ದೊಡ್ಡಪುಲಿಕೋಟು ಗ್ರಾಮ ಪಂಚಾಯಿತಿ ವತಿಯಿಂದ ಸ್ವಚ್ಛ ಭಾರತ್ ಕಾರ್ಯಕ್ರಮದಡಿ ಗ್ರಾಮದ ರಸ್ತೆ ಬದಿಗಳನ್ನು ಸ್ವಚ್ಛಗೊಳಿಸಲಾಯಿತು. ಪಂಚಾಯಿತಿ ಅಧ್ಯಕ್ಷರು, ಸದಸ್ಯರು, ಪಿಡಿಒ, ಸ್ವಸಹಾಯ ಸಂಘದ ಸದಸ್ಯರು ಹಾಗೂ ಗ್ರಾಮಸ್ಥರು ಪಾಲ್ಗೊಂಡಿದ್ದರು. ಪ್ಲಾಸ್ಟಿಕ್ ತ್ಯಾಜ್ಯವನ್ನು ಸಂಗ್ರಹಿಸಿ ವಿಲೇವಾರಿ ಮಾಡಲಾಯಿತು. ಗ್ರಾಮವನ್ನು ಸ್ವಚ್ಛವಾಗಿಡಲು ಪ್ರತಿಯೊಬ್ಬರೂ ಸಹಕರಿಸಬೇಕು ಎಂದು ಅಧ್ಯಕ್ಷರು ಮನವಿ ಮಾಡಿದರು.: [44, 554, 166, 655]
elephant-headline-box: [652, 82, 884, 122]
volunteers: [45, 507, 197, 551]
section-title: ಕೊಡಗು ಹಾಗೂ ಚಾಮರಾಜನಗರ ಜಿಲ್ಲಾ ಸುದ್ದಿಗಳು: [116, 12, 327, 27]
gas-story: [412, 1202, 884, 1412]
lead-col-6: ಮತ್ತು ಧರ್ಮಾಧಿಕಾರಿಗಳ ಗೌರವಕ್ಕೆ ಧಕ್ಕೆಯಾಗದಂತೆ ಕ್ರಮ ಕೈಗೊಳ್ಳಬೇಕು. ಪ್ರತಿಭಟನೆಯಲ್ಲಿ ಮಡಿಕೇರಿ ಶಾಸಕರು, ಮಾಜಿ ಶಾಸಕರು, ವಿವಿಧ ಪಕ್ಷಗಳ ಮುಖಂಡರು, ಶ್ರೀ ಕ್ಷೇತ್ರ ಗ್ರಾಮಾಭಿವೃದ್ಧಿ ಯೋಜನೆಯ ಅಧಿಕಾರಿಗಳು, ಸ್ವಸಹಾಯ ಸಂಘಗಳ ಸದಸ್ಯರು, ಭಕ್ತಾದಿಗಳು ಭಾಗವಹಿಸಿದ್ದರು. ಕ್ಷೇತ್ರದ ಪರವಾಗಿ ಘೋಷಣೆ ಮೊಳಗಿಸಿದರು.: [566, 96, 644, 218]
divider-mid: [44, 682, 884, 684]
gas-headline-bar: [412, 1202, 884, 1224]
lead-headline: ಭಕ್ತ ಸಮೂಹದಿಂದ ಬೃಹತ್ ಪ್ರತಿಭಟನೆ: [144, 55, 544, 91]
accident-col-2: ಡಿಕ್ಕಿಯ ರಭಸಕ್ಕೆ ಯೋಧ ತಲೆಗೆ ತೀವ್ರ ಪೆಟ್ಟಾಗಿ ಮೃತಪಟ್ಟಿದ್ದಾರೆ. ಮತ್ತೊಂದು ಬೈಕ್ ನಲ್ಲಿದ್ದ ಮೂವರು ಗಾಯಗೊಂಡಿದ್ದು, ಚಾಮರಾಜನಗರ ವೈದ್ಯಕೀಯ ಕಾಲೇಜು ಆಸ್ಪತ್ರೆಗೆ ದಾಖಲಿಸಲಾಗಿದೆ. ಸ್ಥಳಕ್ಕೆ ಪೊಲೀಸರು ಭೇಟಿ ನೀಡಿ ಪರಿಶೀಲಿಸಿದರು. ಈ ಸಂಬಂಧ ಪ್ರಕರಣ ದಾಖಲಾಗಿದೆ. ಯೋಧನ ಸಾವಿನಿಂದ ಗ್ರಾಮದಲ್ಲಿ ನೀರವ ಮೌನ ಆವರಿಸಿದೆ.: [286, 1228, 404, 1299]
pooja-altar: [305, 1085, 351, 1141]
soldier-photo: [168, 1228, 222, 1292]
swachh-col-2: ಪಂಚಾಯಿತಿ ವ್ಯಾಪ್ತಿಯ ಎಲ್ಲಾ ವಾರ್ಡ್ ಗಳಲ್ಲಿ ಸ್ವಚ್ಛತಾ ಅಭಿಯಾನ ನಡೆಸಲು ನಿರ್ಧರಿಸಲಾಗಿದೆ. ಕಸವನ್ನು ಬೇರ್ಪಡಿಸಿ ನೀಡುವಂತೆ ಗ್ರಾಮಸ್ಥರಿಗೆ ಮಾಹಿತಿ ನೀಡಲಾಯಿತು. ಪ್ಲಾಸ್ಟಿಕ್ ಬಳಕೆ ನಿಷೇಧಿಸಲು ಜಾಗೃತಿ ಮೂಡಿಸಲಾಯಿತು. ಕಾರ್ಯಕ್ರಮದಲ್ಲಿ ಶಾಲಾ ಮಕ್ಕಳು, ಅಂಗನವಾಡಿ ಕಾರ್ಯಕರ್ತೆಯರು ಉತ್ಸಾಹದಿಂದ ಭಾಗವಹಿಸಿದರು. ಗ್ರಾಮದ ಪ್ರಮುಖ ಸ್ಥಳಗಳಲ್ಲಿ ಕಸದ ತೊಟ್ಟಿ ಅಳವಡಿಸಲಾಯಿತು.: [172, 554, 294, 635]
price-col-1: ಯಳಂದೂರು,ಆ.8(ವಿ.ನಾಗರಾಜು)-ಬೆಲೆ ಏರಿಕೆ ನಡುವೆಯೂ ತಾಲ್ಲೂಕಿನಾದ್ಯಂತ ವರಮಹಾಲಕ್ಷ್ಮಿ ಹಬ್ಬವನ್ನು ಸಂಭ್ರಮ ಸಡಗರದಿಂದ ಆಚರಿಸಲಾಯಿತು. ದೇಗುಲಗಳಲ್ಲಿ ವಿಶೇಷ ಪೂಜಾ ಕಾರ್ಯಕ್ರಮಗಳು ನಡೆದವು. ಮಳೆಯ ನಡುವೆಯೂ ಜನರು ಮಾರುಕಟ್ಟೆಗೆ ಬಂದು ಹಬ್ಬದ ಸಾಮಗ್ರಿ ಖರೀದಿಸಿದರು. ಹೂವು, ಹಣ್ಣಿನ ದರ ದುಪ್ಪಟ್ಟಾಗಿದ್ದರೂ ಖರೀದಿ ನಿಲ್ಲಲಿಲ್ಲ. ಹಬ್ಬದ ಪ್ರಯುಕ್ತ ಮನೆಗಳಲ್ಲಿ ಸಿಹಿ ಅಡುಗೆ ಮಾಡಲಾಗಿತ್ತು. ದೇವಿಗೆ ನೈವೇದ್ಯ ಅರ್ಪಿಸಿ ಪೂಜೆ ಸಲ್ಲಿಸಲಾಯಿತು.: [616, 1064, 884, 1114]
